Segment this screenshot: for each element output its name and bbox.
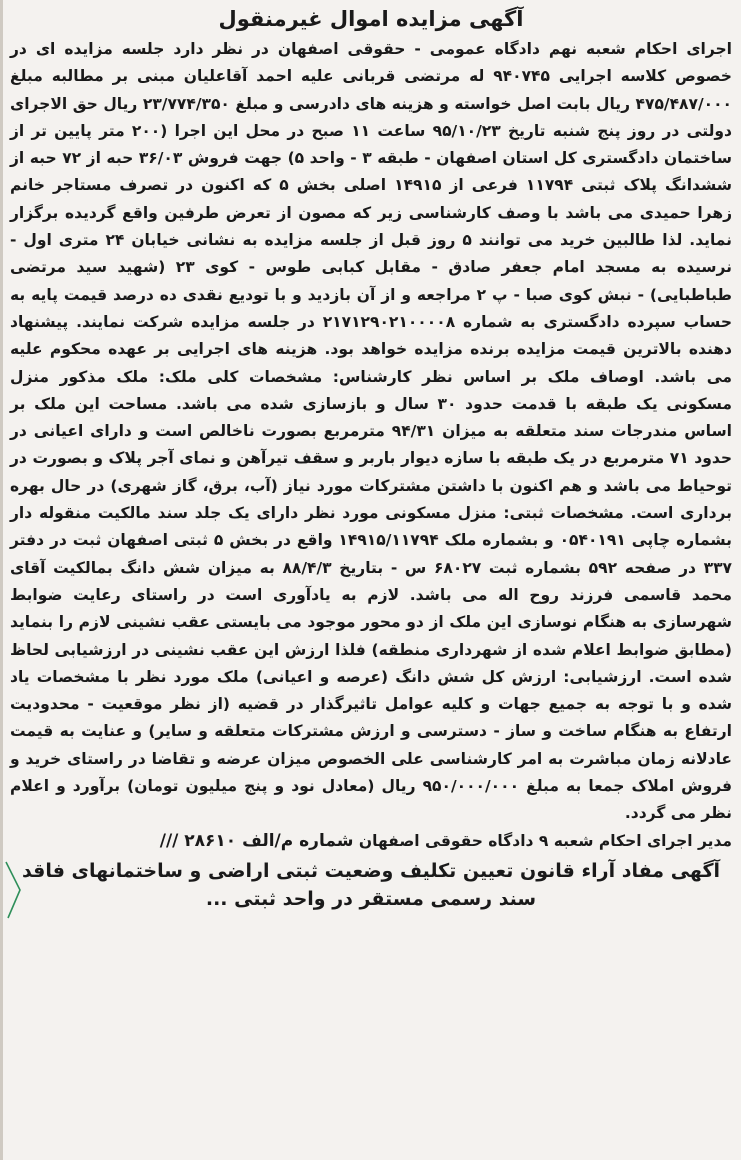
page-edge bbox=[0, 0, 3, 1160]
pen-stroke-mark bbox=[2, 860, 26, 920]
footer-signatory: مدیر اجرای احکام شعبه ۹ دادگاه حقوقی اصفهان bbox=[358, 831, 732, 850]
next-notice-heading: آگهی مفاد آراء قانون تعیین تکلیف وضعیت ثبتی اراضی و ساختمانهای فاقد bbox=[21, 859, 721, 882]
notice-body: اجرای احکام شعبه نهم دادگاه عمومی - حقوقی اصفهان در نظر دارد جلسه مزایده ای در خصوص کلاسه اجرایی ۹۴۰۷۴۵ له مرتضی قربانی علیه احمد آقاعلیان مبنی بر مطالبه مبلغ ۴۷۵/۴۸۷/۰۰۰ ریال بابت اصل خواسته و هزینه های دادرسی و مبلغ ۲۳/۷۷۴/۳۵۰ ریال حق الاجرای دولتی در روز پنج شنبه تاریخ ۹۵/۱۰/۲۳ ساعت ۱۱ صبح در محل این اجرا (۲۰۰ متر پایین تر از ساختمان دادگستری کل استان اصفهان - طبقه ۳ - واحد ۵) جهت فروش ۳۶/۰۳ حبه از ۷۲ حبه از ششدانگ پلاک ثبتی ۱۱۷۹۴ فرعی از ۱۴۹۱۵ اصلی بخش ۵ که اکنون در تصرف مستاجر خانم زهرا حمیدی می باشد با وصف کارشناسی زیر که مصون از تعرض طرفین واقع گردیده برگزار نماید. لذا طالبین خرید می توانند ۵ روز قبل از جلسه مزایده به نشانی خیابان ۲۴ متری اول - نرسیده به مسجد امام جعفر صادق - مقابل کبابی طوس - کوی ۲۳ (شهید سید مرتضی طباطبایی) - نبش کوی صبا - پ ۲ مراجعه و از آن بازدید و با تودیع نقدی ده درصد قیمت پایه به حساب سپرده دادگستری به شماره ۲۱۷۱۲۹۰۲۱۰۰۰۰۸ در جلسه مزایده شرکت نمایند. پیشنهاد دهنده بالاترین قیمت مزایده برنده مزایده خواهد بود. هزینه های اجرایی بر عهده محکوم علیه می باشد. اوصاف ملک بر اساس نظر کارشناس: مشخصات کلی ملک: ملک مذکور منزل مسکونی یک طبقه با قدمت حدود ۳۰ سال و بازسازی شده می باشد. مساحت این ملک بر اساس مندرجات سند متعلقه به میزان ۹۴/۳۱ مترمربع بصورت ناخالص است و دارای اعیانی در حدود ۷۱ مترمربع در یک طبقه با سازه دیوار باربر و سقف تیرآهن و نمای آجر پلاک و بصورت در توحیاط می باشد و هم اکنون با داشتن مشترکات مورد نیاز (آب، برق، گاز شهری) در حال بهره برداری است. مشخصات ثبتی: منزل مسکونی مورد نظر دارای یک جلد سند مالکیت منقوله دار بشماره چاپی ۰۵۴۰۱۹۱ و بشماره ملک ۱۴۹۱۵/۱۱۷۹۴ واقع در بخش ۵ ثبتی اصفهان ثبت در دفتر ۳۳۷ در صفحه ۵۹۲ بشماره ثبت ۶۸۰۲۷ س - بتاریخ ۸۸/۴/۳ به میزان شش دانگ بمالکیت آقای محمد قاسمی فرزند روح اله می باشد. لازم به یادآوری است در راستای رعایت ضوابط شهرسازی به هنگام نوسازی این ملک از دو محور موجود می بایستی عقب نشینی لازم را بنماید (مطابق ضوابط اعلام شده از شهرداری منطقه) فلذا ارزش این عقب نشینی در ارزشیابی لحاظ شده است. ارزشیابی: ارزش کل شش دانگ (عرصه و اعیانی) ملک مورد نظر با مشخصات یاد شده و با توجه به جمیع جهات و کلیه عوامل تاثیرگذار در قضیه (از نظر موقعیت - محدودیت ارتفاع به هنگام ساخت و ساز - دسترسی و ارزش مشترکات متعلقه و سایر) و عنایت به قیمت عادلانه زمان مباشرت به امر کارشناسی علی الخصوص میزان عرضه و تقاضا در راستای خرید و فروش املاک جمعا به مبلغ ۹۵۰/۰۰۰/۰۰۰ ریال (معادل نود و پنج میلیون تومان) برآورد و اعلام نظر می گردد. bbox=[10, 40, 732, 823]
notice-title: آگهی مزایده اموال غیرمنقول bbox=[218, 7, 524, 31]
notice-footer bbox=[10, 828, 732, 855]
next-notice-heading-cut: سند رسمی مستقر در واحد ثبتی ... bbox=[205, 887, 537, 910]
auction-notice bbox=[10, 6, 732, 910]
footer-reference-number: شماره م/الف ۲۸۶۱۰ /// bbox=[159, 830, 354, 851]
